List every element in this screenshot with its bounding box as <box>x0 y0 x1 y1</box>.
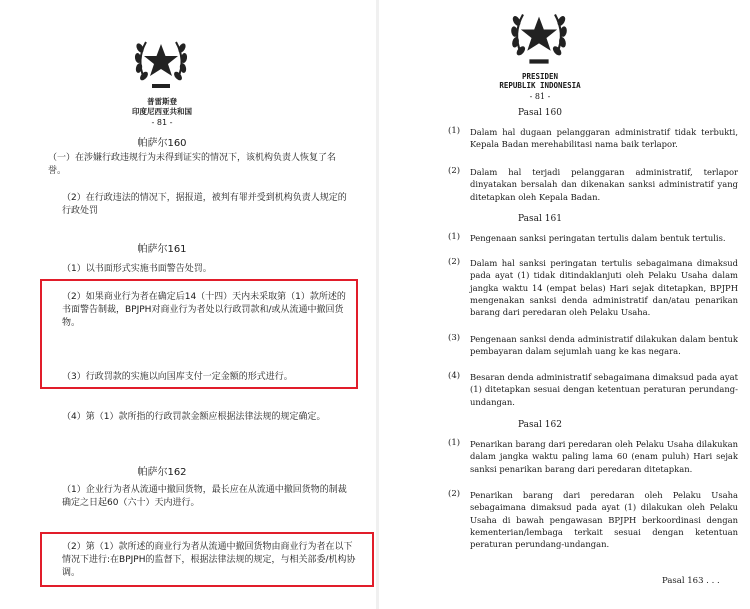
garuda-star-emblem-icon <box>509 6 569 70</box>
continuation-note: Pasal 163 . . . <box>662 576 720 586</box>
item-number: (1) <box>448 126 461 136</box>
section-heading: 帕萨尔161 <box>137 244 187 255</box>
page-divider <box>376 0 379 609</box>
paragraph: （4）第（1）款所指的行政罚款金额应根据法律法规的规定确定。 <box>62 412 326 422</box>
item-number: (2) <box>448 489 461 499</box>
paragraph: （一）在涉嫌行政违规行为未得到证实的情况下，该机构负责人恢复了名誉。 <box>48 153 337 176</box>
item-text: Besaran denda administratif sebagaimana dimaksud pada ayat (1) ditetapkan sesuai dengan ketentuan peraturan perundang-undangan. <box>470 372 738 407</box>
item-number: (1) <box>448 232 461 242</box>
paragraph-highlighted: （3）行政罚款的实施以向国库支付一定金额的形式进行。 <box>62 372 293 382</box>
item-text: Dalam hal sanksi peringatan tertulis sebagaimana dimaksud pada ayat (1) tidak ditindaklanjuti oleh Pelaku Usaha dalam jangka waktu 14 (empat belas) Hari sejak ditetapkan, BPJPH mengenakan sanksi denda administratif dan/atau penarikan barang dari peredaran oleh Pelaku Usaha. <box>470 258 738 318</box>
original-page <box>380 0 750 609</box>
item-text: Penarikan barang dari peredaran oleh Pelaku Usaha sebagaimana dimaksud pada ayat (1) dilakukan oleh Pelaku Usaha di bawah pengawasan BPJPH berkoordinasi dengan kementerian/lembaga terkait sesuai dengan ketentuan peraturan perundang-undangan. <box>470 490 738 550</box>
paragraph-highlighted: （2）如果商业行为者在确定后14（十四）天内未采取第（1）款所述的书面警告制裁，BPJPH对商业行为者处以行政罚款和/或从流通中撤回货物。 <box>62 292 346 328</box>
item-text: Pengenaan sanksi denda administratif dilakukan dalam bentuk pembayaran dalam sejumlah uang ke kas negara. <box>470 334 738 357</box>
section-heading: 帕萨尔160 <box>137 138 187 149</box>
section-heading: Pasal 162 <box>518 420 562 430</box>
paragraph: （1）以书面形式实施书面警告处罚。 <box>62 264 212 274</box>
paragraph: （1）企业行为者从流通中撤回货物，最长应在从流通中撤回货物的制裁确定之日起60（六十）天内进行。 <box>62 485 347 508</box>
item-number: (4) <box>448 371 461 381</box>
page-number: - 81 - <box>151 118 173 127</box>
item-number: (3) <box>448 333 461 343</box>
header-title: 普雷斯登 <box>147 97 177 106</box>
header-subtitle: 印度尼西亚共和国 <box>132 107 192 116</box>
section-heading: Pasal 161 <box>518 214 562 224</box>
item-text: Dalam hal dugaan pelanggaran administratif tidak terbukti, Kepala Badan merehabilitasi nama baik terlapor. <box>470 127 738 150</box>
garuda-star-emblem-icon <box>134 34 188 94</box>
item-text: Penarikan barang dari peredaran oleh Pelaku Usaha dilakukan dalam jangka waktu paling lama 60 (enam puluh) Hari sejak sanksi penarikan barang dari peredaran ditetapkan. <box>470 439 738 474</box>
section-heading: 帕萨尔162 <box>137 467 187 478</box>
header-title: PRESIDEN <box>521 72 559 81</box>
paragraph: （2）在行政违法的情况下，据报道，被判有罪并受到机构负责人规定的行政处罚 <box>62 193 347 216</box>
item-text: Dalam hal terjadi pelanggaran administratif, terlapor dinyatakan bersalah dan dikenakan sanksi administratif yang ditetapkan oleh Kepala Badan. <box>470 167 738 202</box>
item-number: (2) <box>448 257 461 267</box>
item-text: Pengenaan sanksi peringatan tertulis dalam bentuk tertulis. <box>470 233 726 243</box>
paragraph-highlighted: （2）第（1）款所述的商业行为者从流通中撤回货物由商业行为者在以下情况下进行:在BPJPH的监督下，根据法律法规的规定，与相关部委/机构协调。 <box>62 542 356 578</box>
item-number: (2) <box>448 166 461 176</box>
header-subtitle: REPUBLIK INDONESIA <box>499 81 581 90</box>
page-number: - 81 - <box>529 92 551 101</box>
highlight-box <box>40 279 358 389</box>
item-number: (1) <box>448 438 461 448</box>
highlight-box <box>40 532 374 587</box>
section-heading: Pasal 160 <box>518 108 562 118</box>
